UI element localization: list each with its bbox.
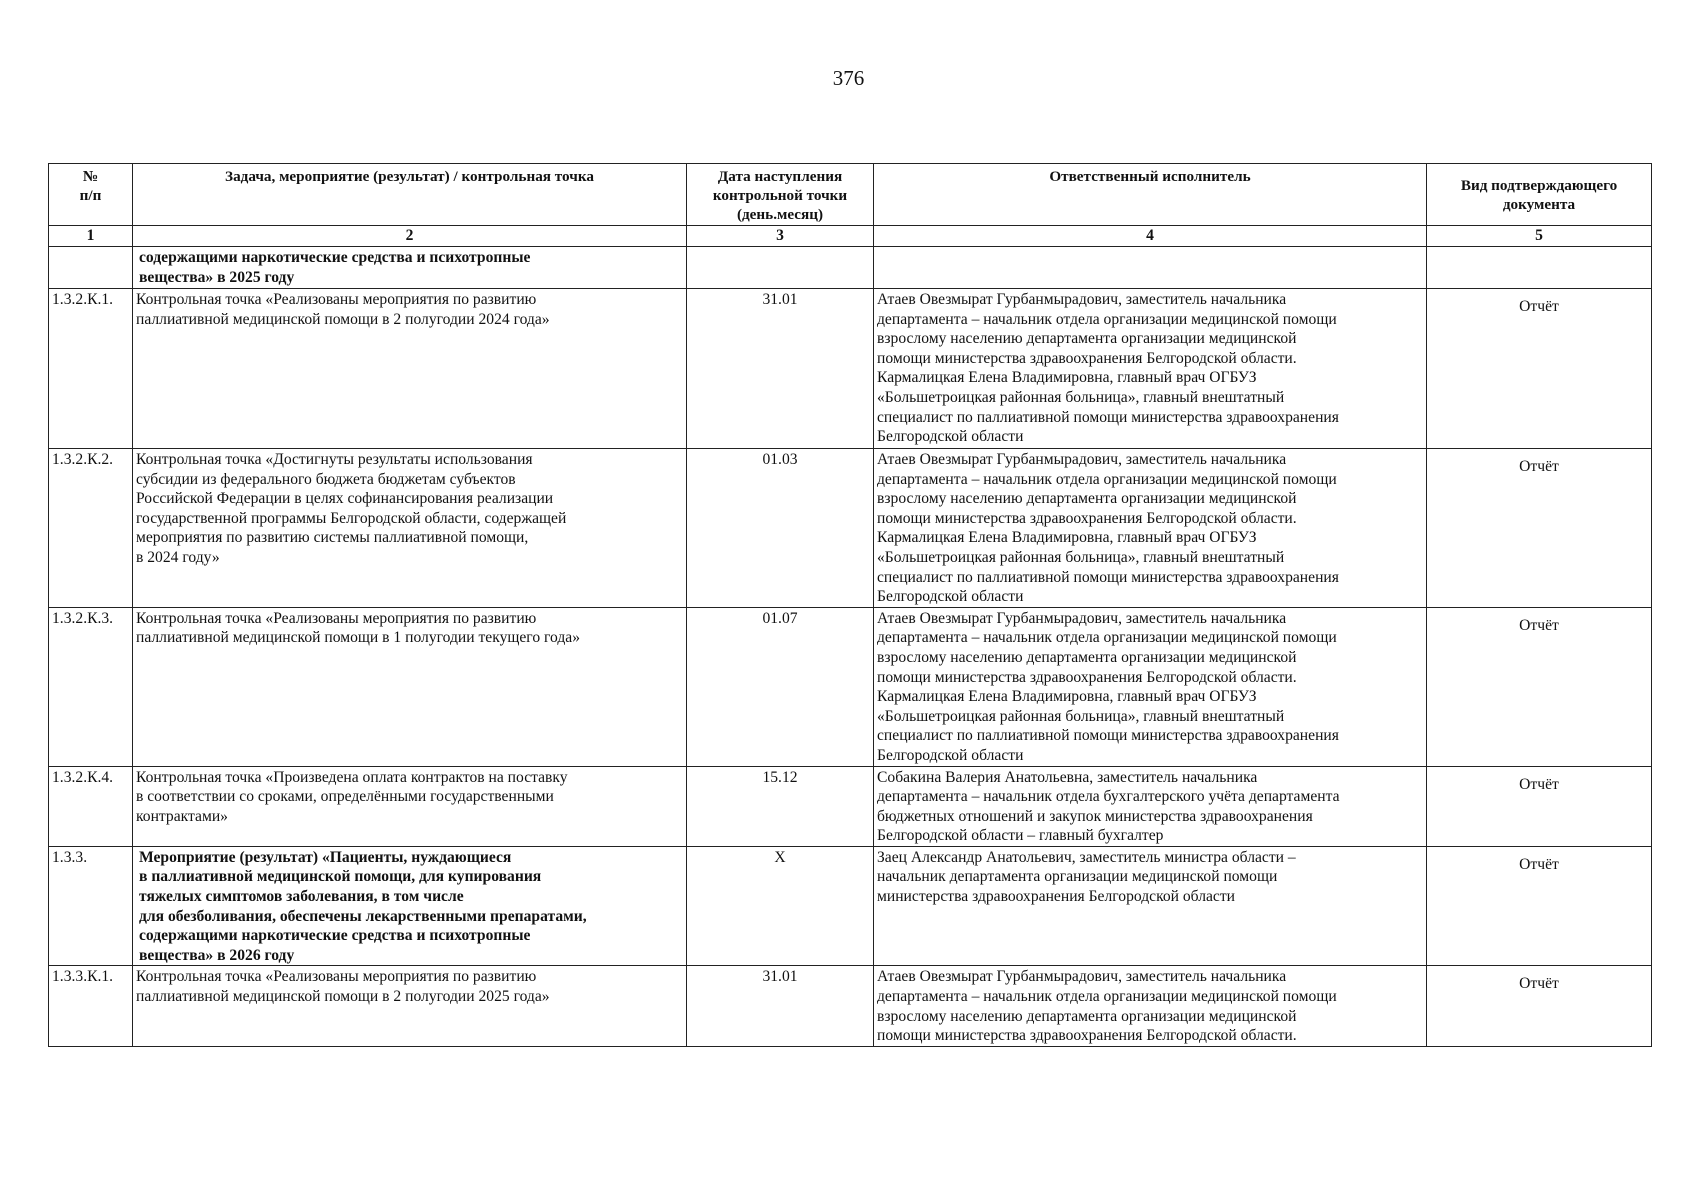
table-row bbox=[49, 846, 1652, 966]
row-document-type: Отчёт bbox=[1427, 846, 1652, 966]
row-date: 31.01 bbox=[687, 966, 874, 1046]
row-number: 1.3.2.К.2. bbox=[49, 449, 133, 608]
table-row bbox=[49, 289, 1652, 449]
row-task: Мероприятие (результат) «Пациенты, нуждающиеся в паллиативной медицинской помощи, для купирования тяжелых симптомов заболевания, в том числе для обезболивания, обеспечены лекарственными препаратами, содержащими наркотические средства и психотропные вещества» в 2026 году bbox=[133, 846, 687, 966]
row-date bbox=[687, 247, 874, 289]
column-number: 5 bbox=[1427, 226, 1652, 247]
row-task: Контрольная точка «Произведена оплата контрактов на поставку в соответствии со сроками, определёнными государственными контрактами» bbox=[133, 766, 687, 846]
row-number: 1.3.3. bbox=[49, 846, 133, 966]
row-number: 1.3.2.К.4. bbox=[49, 766, 133, 846]
row-document-type: Отчёт bbox=[1427, 607, 1652, 766]
row-task: Контрольная точка «Реализованы мероприятия по развитию паллиативной медицинской помощи в 2 полугодии 2024 года» bbox=[133, 289, 687, 449]
row-task: содержащими наркотические средства и психотропные вещества» в 2025 году bbox=[133, 247, 687, 289]
row-responsible: Атаев Овезмырат Гурбанмырадович, заместитель начальника департамента – начальник отдела организации медицинской помощи взрослому населению департамента организации медицинской помощи министерства здравоохранения Белгородской области. Кармалицкая Елена Владимировна, главный врач ОГБУЗ «Большетроицкая районная больница», главный внештатный специалист по паллиативной помощи министерства здравоохранения Белгородской области bbox=[874, 289, 1427, 449]
table-row bbox=[49, 607, 1652, 766]
row-date: 15.12 bbox=[687, 766, 874, 846]
column-number: 4 bbox=[874, 226, 1427, 247]
header-responsible: Ответственный исполнитель bbox=[874, 164, 1427, 226]
table-row bbox=[49, 766, 1652, 846]
column-number: 2 bbox=[133, 226, 687, 247]
row-task: Контрольная точка «Реализованы мероприятия по развитию паллиативной медицинской помощи в 2 полугодии 2025 года» bbox=[133, 966, 687, 1046]
row-responsible bbox=[874, 247, 1427, 289]
row-date: 01.03 bbox=[687, 449, 874, 608]
control-points-table bbox=[48, 163, 1652, 1047]
row-document-type bbox=[1427, 247, 1652, 289]
row-document-type: Отчёт bbox=[1427, 966, 1652, 1046]
row-date: 01.07 bbox=[687, 607, 874, 766]
table-row bbox=[49, 247, 1652, 289]
row-responsible: Атаев Овезмырат Гурбанмырадович, заместитель начальника департамента – начальник отдела организации медицинской помощи взрослому населению департамента организации медицинской помощи министерства здравоохранения Белгородской области. bbox=[874, 966, 1427, 1046]
column-number: 1 bbox=[49, 226, 133, 247]
column-numbers-row bbox=[49, 226, 1652, 247]
row-task: Контрольная точка «Достигнуты результаты использования субсидии из федерального бюджета бюджетам субъектов Российской Федерации в целях софинансирования реализации государственной программы Белгородской области, содержащей мероприятия по развитию системы паллиативной помощи, в 2024 году» bbox=[133, 449, 687, 608]
row-document-type: Отчёт bbox=[1427, 766, 1652, 846]
page-number: 376 bbox=[832, 66, 865, 90]
row-number bbox=[49, 247, 133, 289]
row-responsible: Заец Александр Анатольевич, заместитель министра области – начальник департамента организации медицинской помощи министерства здравоохранения Белгородской области bbox=[874, 846, 1427, 966]
header-date: Дата наступления контрольной точки (день.месяц) bbox=[687, 164, 874, 226]
row-date: 31.01 bbox=[687, 289, 874, 449]
row-number: 1.3.2.К.3. bbox=[49, 607, 133, 766]
row-responsible: Атаев Овезмырат Гурбанмырадович, заместитель начальника департамента – начальник отдела организации медицинской помощи взрослому населению департамента организации медицинской помощи министерства здравоохранения Белгородской области. Кармалицкая Елена Владимировна, главный врач ОГБУЗ «Большетроицкая районная больница», главный внештатный специалист по паллиативной помощи министерства здравоохранения Белгородской области bbox=[874, 607, 1427, 766]
row-number: 1.3.2.К.1. bbox=[49, 289, 133, 449]
row-number: 1.3.3.К.1. bbox=[49, 966, 133, 1046]
column-number: 3 bbox=[687, 226, 874, 247]
row-task: Контрольная точка «Реализованы мероприятия по развитию паллиативной медицинской помощи в 1 полугодии текущего года» bbox=[133, 607, 687, 766]
header-num: № п/п bbox=[49, 164, 133, 226]
table-row bbox=[49, 449, 1652, 608]
row-responsible: Атаев Овезмырат Гурбанмырадович, заместитель начальника департамента – начальник отдела организации медицинской помощи взрослому населению департамента организации медицинской помощи министерства здравоохранения Белгородской области. Кармалицкая Елена Владимировна, главный врач ОГБУЗ «Большетроицкая районная больница», главный внештатный специалист по паллиативной помощи министерства здравоохранения Белгородской области bbox=[874, 449, 1427, 608]
header-task: Задача, мероприятие (результат) / контрольная точка bbox=[133, 164, 687, 226]
table-row bbox=[49, 966, 1652, 1046]
row-responsible: Собакина Валерия Анатольевна, заместитель начальника департамента – начальник отдела бухгалтерского учёта департамента бюджетных отношений и закупок министерства здравоохранения Белгородской области – главный бухгалтер bbox=[874, 766, 1427, 846]
row-date: X bbox=[687, 846, 874, 966]
header-doc: Вид подтверждающего документа bbox=[1427, 164, 1652, 226]
row-document-type: Отчёт bbox=[1427, 449, 1652, 608]
row-document-type: Отчёт bbox=[1427, 289, 1652, 449]
